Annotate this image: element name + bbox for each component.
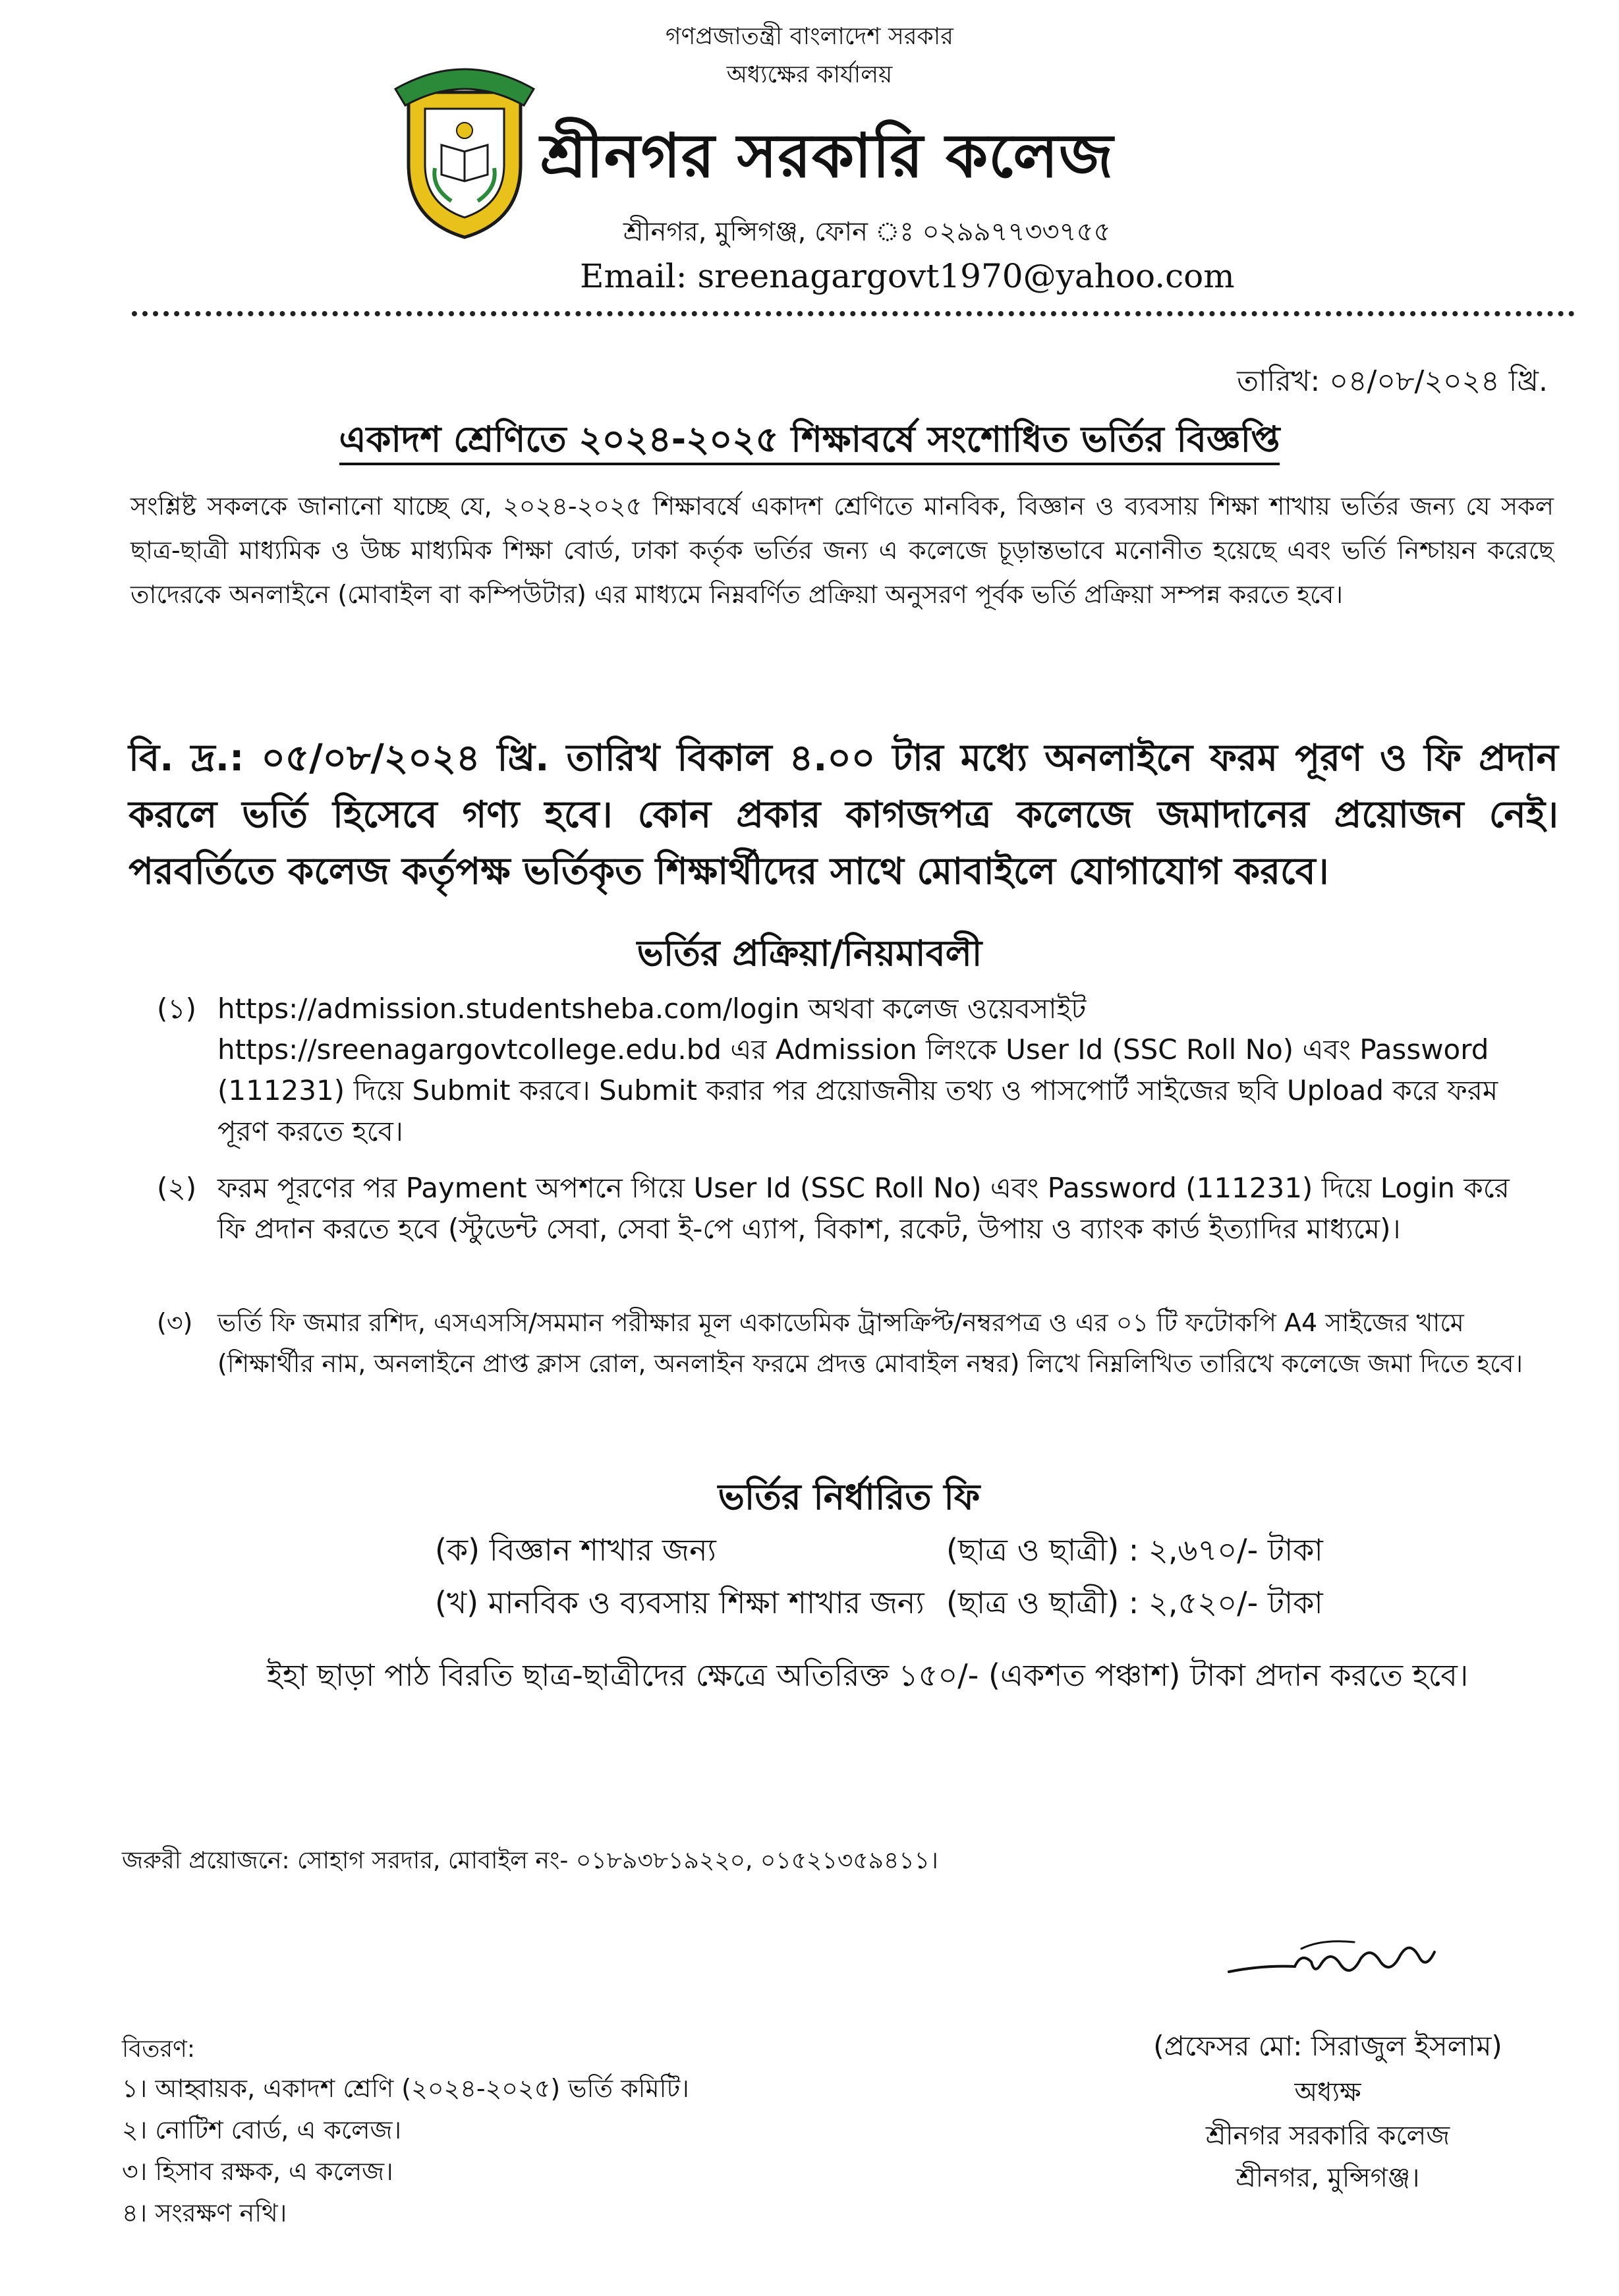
procedure-item-text: ভর্তি ফি জমার রশিদ, এসএসসি/সমমান পরীক্ষার মূল একাডেমিক ট্রান্সক্রিপ্ট/নম্বরপত্র ও এর ০১ টি ফটোকপি A4 সাইজের খামে (শিক্ষার্থীর নাম, অনলাইনে প্রাপ্ত ক্লাস রোল, অনলাইন ফরমে প্রদত্ত মোবাইল নম্বর) লিখে নিম্নলিখিত তারিখে কলেজে জমা দিতে হবে। — [217, 1308, 1523, 1378]
procedure-item — [157, 1168, 1535, 1249]
distribution-item: ৩। হিসাব রক্ষক, এ কলেজ। — [122, 2157, 393, 2186]
nb-paragraph: বি. দ্র.: ০৫/০৮/২০২৪ খ্রি. তারিখ বিকাল ৪.০০ টার মধ্যে অনলাইনে ফরম পূরণ ও ফি প্রদান করলে ভর্তি হিসেবে গণ্য হবে। কোন প্রকার কাগজপত্র কলেজে জমাদানের প্রয়োজন নেই। পরবর্তিতে কলেজ কর্তৃপক্ষ ভর্তিকৃত শিক্ষার্থীদের সাথে মোবাইলে যোগাযোগ করবে। — [128, 737, 1558, 893]
distribution-title: বিতরণ: — [122, 2036, 196, 2063]
procedure-item — [157, 989, 1535, 1152]
signatory-role: অধ্যক্ষ — [1294, 2077, 1361, 2108]
procedure-title: ভর্তির প্রক্রিয়া/নিয়মাবলী — [637, 933, 982, 974]
signatory-college: শ্রীনগর সরকারি কলেজ — [1205, 2121, 1450, 2151]
emergency-contact: জরুরী প্রয়োজনে: সোহাগ সরদার, মোবাইল নং- ০১৮৯৩৮১৯২২০, ০১৫২১৩৫৯৪১১। — [122, 1847, 938, 1874]
address-line: শ্রীনগর, মুন্সিগঞ্জ, ফোন ঃ ০২৯৯৭৭৩৩৭৫৫ — [623, 217, 1111, 247]
college-name: শ্রীনগর সরকারি কলেজ — [540, 121, 1114, 191]
fee-amount-science: (ছাত্র ও ছাত্রী) : ২,৬৭০/- টাকা — [946, 1532, 1323, 1568]
signatory-place: শ্রীনগর, মুন্সিগঞ্জ। — [1236, 2163, 1420, 2193]
notice-title-text: একাদশ শ্রেণিতে ২০২৪-২০২৫ শিক্ষাবর্ষে সংশোধিত ভর্তির বিজ্ঞপ্তি — [339, 418, 1280, 465]
procedure-item-number: (২) — [157, 1172, 197, 1204]
procedure-item — [157, 1302, 1535, 1384]
office-line: অধ্যক্ষের কার্যালয় — [726, 61, 893, 88]
signatory-name: (প্রফেসর মো: সিরাজুল ইসলাম) — [1153, 2030, 1502, 2062]
intro-paragraph: সংশ্লিষ্ট সকলকে জানানো যাচ্ছে যে, ২০২৪-২০২৫ শিক্ষাবর্ষে একাদশ শ্রেণিতে মানবিক, বিজ্ঞান ও ব্যবসায় শিক্ষা শাখায় ভর্তির জন্য যে সকল ছাত্র-ছাত্রী মাধ্যমিক ও উচ্চ মাধ্যমিক শিক্ষা বোর্ড, ঢাকা কর্তৃক ভর্তির জন্য এ কলেজে চূড়ান্তভাবে মনোনীত হয়েছে এবং ভর্তি নিশ্চায়ন করেছে তাদেরকে অনলাইনে (মোবাইল বা কম্পিউটার) এর মাধ্যমে নিম্নবর্ণিত প্রক্রিয়া অনুসরণ পূর্বক ভর্তি প্রক্রিয়া সম্পন্ন করতে হবে। — [130, 492, 1554, 609]
notice-title — [0, 412, 1619, 471]
procedure-item-number: (১) — [157, 992, 197, 1025]
fee-label-humanities-business: (খ) মানবিক ও ব্যবসায় শিক্ষা শাখার জন্য — [435, 1585, 924, 1621]
header-divider — [132, 311, 1575, 316]
fee-amount-humanities-business: (ছাত্র ও ছাত্রী) : ২,৫২০/- টাকা — [946, 1585, 1323, 1621]
extra-fee-note: ইহা ছাড়া পাঠ বিরতি ছাত্র-ছাত্রীদের ক্ষেত্রে অতিরিক্ত ১৫০/- (একশত পঞ্চাশ) টাকা প্রদান করতে হবে। — [267, 1657, 1469, 1693]
procedure-item-text: https://admission.studentsheba.com/login অথবা কলেজ ওয়েবসাইট https://sreenagargovtcollege.edu.bd এর Admission লিংকে User Id (SSC Roll No) এবং Password (111231) দিয়ে Submit করবে। Submit করার পর প্রয়োজনীয় তথ্য ও পাসপোর্ট সাইজের ছবি Upload করে ফরম পূরণ করতে হবে। — [217, 992, 1498, 1147]
email-line: Email: sreenagargovt1970@yahoo.com — [580, 257, 1235, 295]
notice-date: তারিখ: ০৪/০৮/২০২৪ খ্রি. — [1237, 364, 1548, 398]
government-line: গণপ্রজাতন্ত্রী বাংলাদেশ সরকার — [665, 23, 953, 50]
fee-label-science: (ক) বিজ্ঞান শাখার জন্য — [435, 1532, 716, 1568]
signature — [1222, 1926, 1440, 1998]
distribution-item: ১। আহ্বায়ক, একাদশ শ্রেণি (২০২৪-২০২৫) ভর্তি কমিটি। — [122, 2074, 689, 2103]
procedure-item-number: (৩) — [157, 1308, 193, 1337]
fee-title: ভর্তির নির্ধারিত ফি — [718, 1476, 980, 1518]
distribution-item: ৪। সংরক্ষণ নথি। — [122, 2198, 287, 2227]
distribution-item: ২। নোটিশ বোর্ড, এ কলেজ। — [122, 2115, 402, 2144]
procedure-item-text: ফরম পূরণের পর Payment অপশনে গিয়ে User Id (SSC Roll No) এবং Password (111231) দিয়ে Login করে ফি প্রদান করতে হবে (স্টুডেন্ট সেবা, সেবা ই-পে এ্যাপ, বিকাশ, রকেট, উপায় ও ব্যাংক কার্ড ইত্যাদির মাধ্যমে)। — [217, 1172, 1510, 1245]
